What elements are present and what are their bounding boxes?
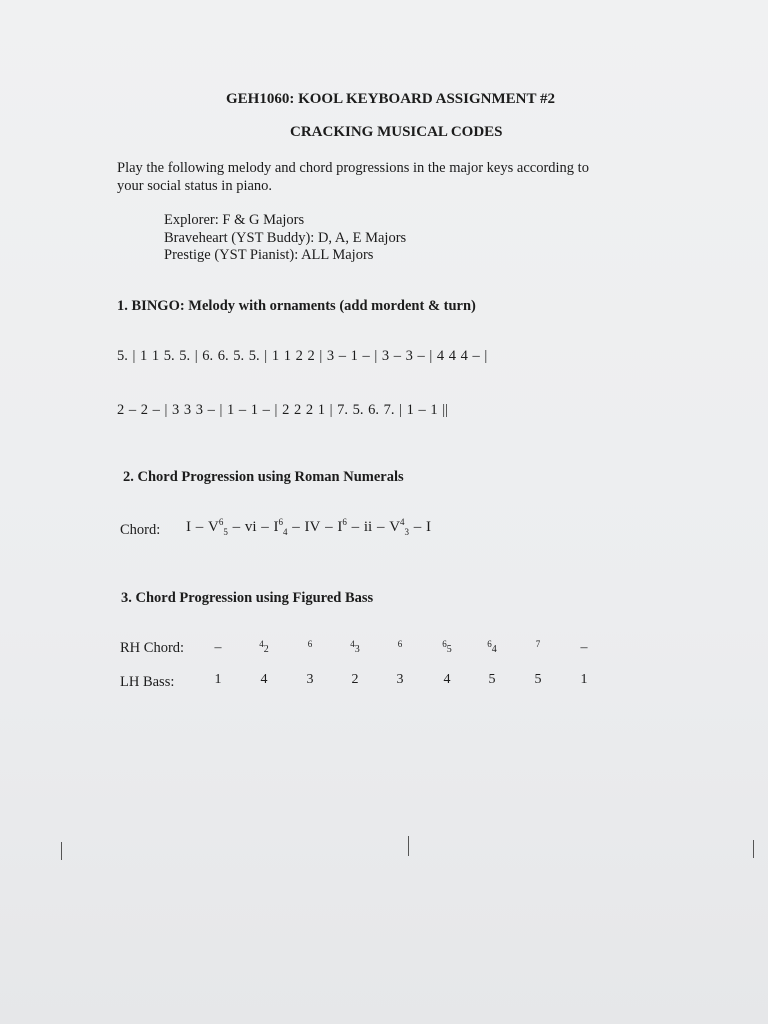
- chord-symbol: [245, 519, 257, 535]
- chord-separator: –: [321, 519, 337, 535]
- figure-bottom: 2: [263, 644, 269, 655]
- rh-figure: [335, 636, 375, 655]
- figure-top: 6: [307, 639, 313, 649]
- chord-inversion-bottom: 4: [283, 527, 288, 537]
- intro-line-2: your social status in piano.: [117, 178, 273, 194]
- chord-symbol: [389, 519, 409, 535]
- rh-figure: [427, 636, 467, 655]
- chord-separator: –: [228, 519, 244, 535]
- document-title: GEH1060: KOOL KEYBOARD ASSIGNMENT #2: [226, 91, 555, 107]
- section3-heading: 3. Chord Progression using Figured Bass: [121, 590, 374, 606]
- chord-base: V: [389, 519, 401, 535]
- rh-figure: [518, 636, 558, 652]
- figure-bottom: 5: [446, 644, 452, 655]
- chord-base: I: [273, 519, 279, 535]
- chord-base: I: [426, 519, 432, 535]
- lh-bass-note: 4: [443, 672, 451, 687]
- chord-base: V: [208, 519, 219, 535]
- chord-separator: –: [347, 519, 363, 535]
- chord-symbol: [364, 519, 372, 535]
- chord-base: I: [186, 519, 191, 535]
- document-subtitle: CRACKING MUSICAL CODES: [290, 124, 503, 140]
- figure-top: 6: [397, 639, 403, 649]
- intro-line-1: Play the following melody and chord progressions in the major keys according to: [117, 160, 589, 176]
- figure-top: 4: [350, 639, 355, 649]
- chord-symbol: [337, 519, 347, 535]
- figure-top: 4: [259, 639, 264, 649]
- chord-base: I: [337, 519, 343, 535]
- figure-bottom: 4: [491, 644, 497, 655]
- chord-inversion-bottom: 5: [223, 527, 228, 537]
- figure-top: 7: [535, 639, 541, 649]
- chord-label: Chord:: [120, 522, 161, 538]
- figure-top: 6: [487, 639, 492, 649]
- chord-symbol: [208, 519, 228, 535]
- melody-line-1: 5. | 1 1 5. 5. | 6. 6. 5. 5. | 1 1 2 2 | 3 – 1 – | 3 – 3 – | 4 4 4 – |: [117, 348, 488, 364]
- chord-separator: –: [288, 519, 304, 535]
- chord-symbol: [426, 519, 431, 535]
- rh-figure: –: [214, 640, 222, 655]
- lh-bass-note: 4: [260, 672, 268, 687]
- rh-figure: [290, 636, 330, 652]
- chord-separator: –: [192, 519, 207, 535]
- figure-top: 6: [442, 639, 447, 649]
- lh-bass-note: 5: [534, 672, 542, 687]
- section2-heading: 2. Chord Progression using Roman Numerals: [123, 469, 404, 485]
- chord-inversion-top: 6: [218, 517, 224, 527]
- rh-chord-label: RH Chord:: [120, 640, 185, 656]
- chord-symbol: [274, 519, 288, 535]
- level-explorer: Explorer: F & G Majors: [164, 212, 305, 228]
- rh-figure: [380, 636, 420, 652]
- chord-separator: –: [257, 519, 273, 535]
- scan-mark-right: [753, 840, 754, 858]
- chord-inversion-top: 6: [342, 517, 347, 527]
- figure-bottom: 3: [354, 644, 360, 655]
- scan-mark-center: [408, 836, 409, 856]
- lh-bass-note: 1: [580, 672, 588, 687]
- rh-figure: –: [580, 640, 588, 655]
- chord-progression: [186, 518, 431, 536]
- level-prestige: Prestige (YST Pianist): ALL Majors: [164, 247, 374, 263]
- lh-bass-label: LH Bass:: [120, 674, 175, 690]
- rh-figure: [244, 636, 284, 655]
- chord-inversion-top: 4: [400, 517, 405, 527]
- rh-figure: [472, 636, 512, 655]
- melody-line-2: 2 – 2 – | 3 3 3 – | 1 – 1 – | 2 2 2 1 | 7. 5. 6. 7. | 1 – 1 ||: [117, 402, 449, 418]
- chord-inversion-bottom: 3: [404, 527, 410, 537]
- chord-inversion-top: 6: [278, 517, 284, 527]
- chord-symbol: [305, 519, 321, 535]
- chord-base: ii: [363, 519, 373, 535]
- lh-bass-note: 1: [214, 672, 222, 687]
- chord-base: IV: [304, 519, 321, 535]
- lh-bass-note: 2: [351, 672, 359, 687]
- lh-bass-note: 5: [488, 672, 496, 687]
- chord-separator: –: [373, 519, 389, 535]
- section1-heading: 1. BINGO: Melody with ornaments (add mordent & turn): [117, 298, 476, 314]
- level-braveheart: Braveheart (YST Buddy): D, A, E Majors: [164, 230, 407, 246]
- scan-mark-left: [61, 842, 62, 860]
- lh-bass-note: 3: [396, 672, 404, 687]
- chord-base: vi: [244, 519, 257, 535]
- lh-bass-note: 3: [306, 672, 314, 687]
- chord-separator: –: [410, 519, 426, 535]
